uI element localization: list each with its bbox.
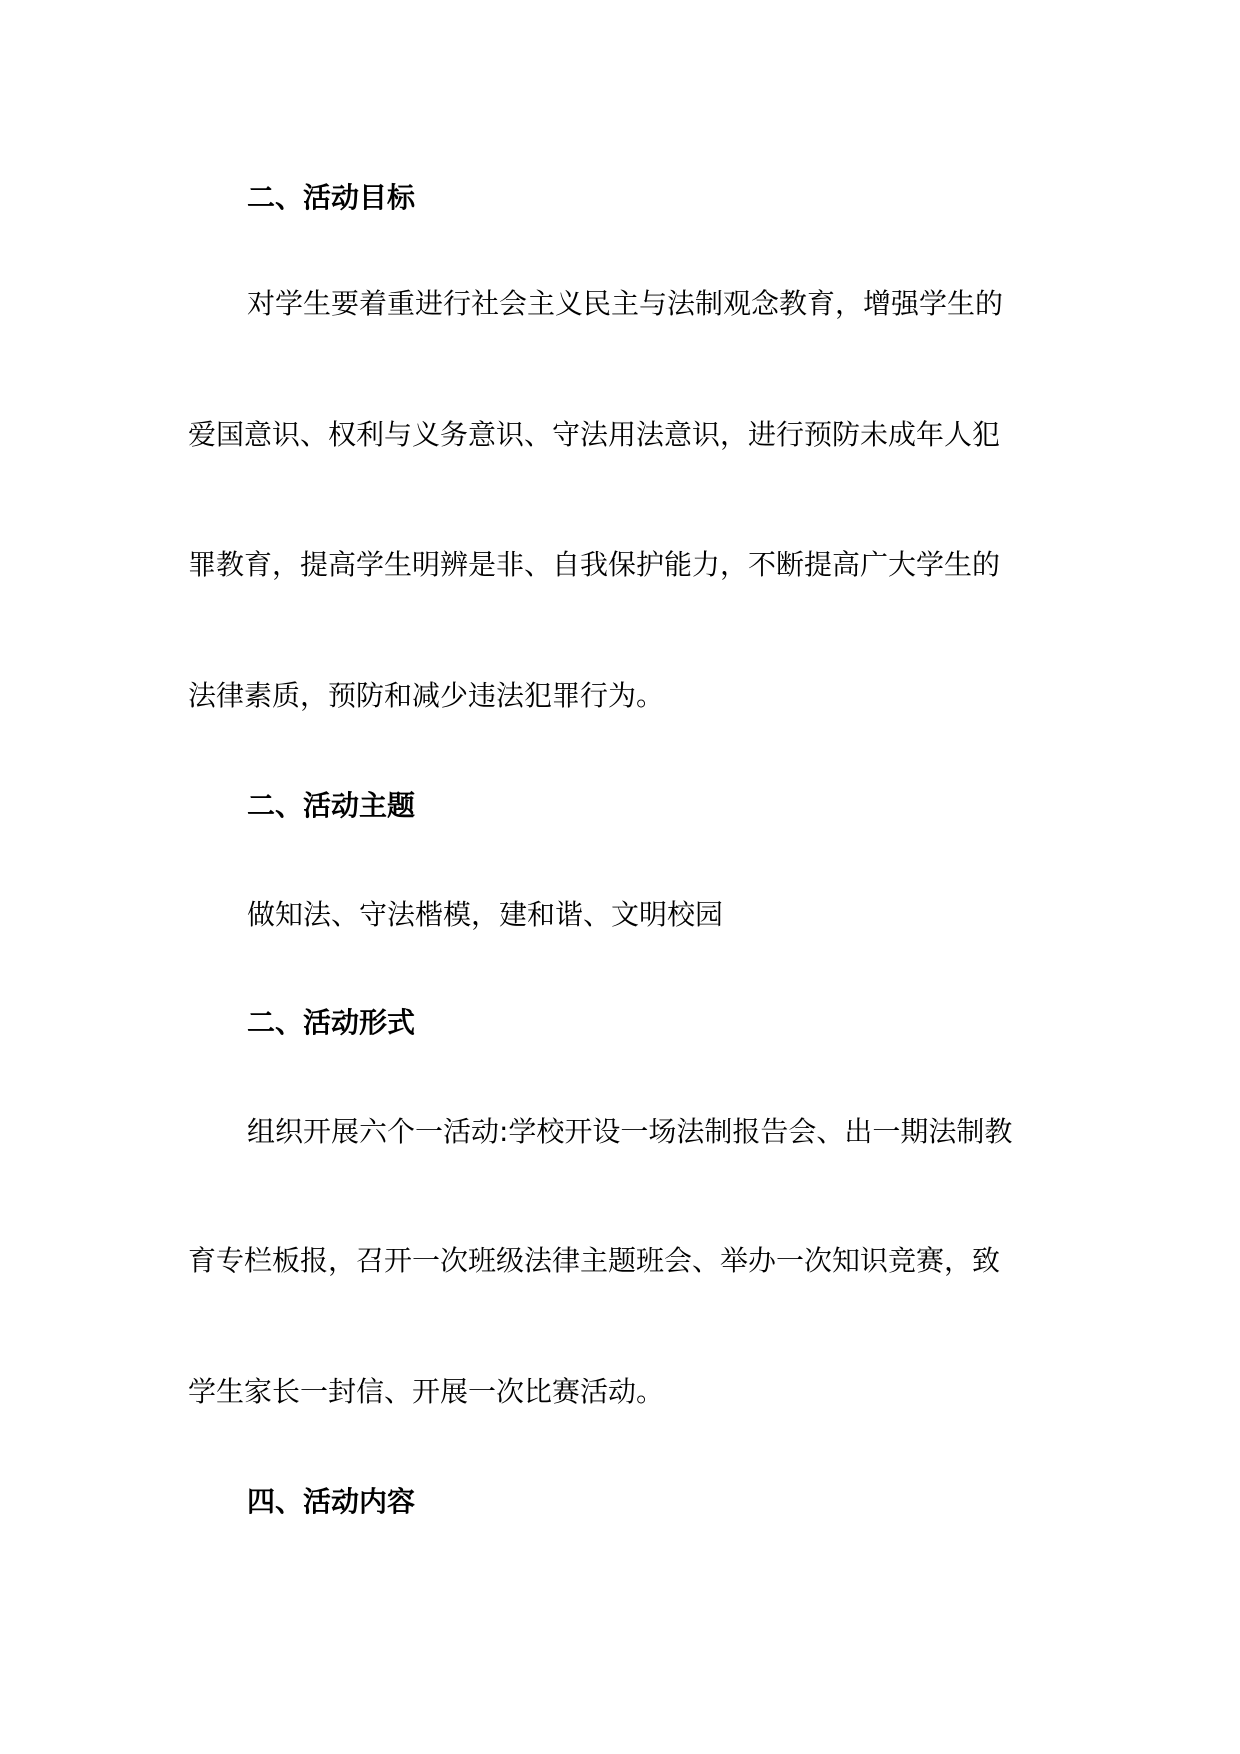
paragraph-line: 爱国意识、权利与义务意识、守法用法意识，进行预防未成年人犯 (188, 418, 1001, 451)
paragraph-line: 学生家长一封信、开展一次比赛活动。 (188, 1375, 665, 1408)
section-heading-theme: 二、活动主题 (247, 789, 416, 822)
section-heading-content: 四、活动内容 (247, 1485, 416, 1518)
paragraph-line: 法律素质，预防和减少违法犯罪行为。 (188, 679, 665, 712)
paragraph-line: 对学生要着重进行社会主义民主与法制观念教育，增强学生的 (247, 287, 1004, 320)
paragraph-line: 组织开展六个一活动:学校开设一场法制报告会、出一期法制教 (247, 1115, 1013, 1148)
paragraph-line: 做知法、守法楷模，建和谐、文明校园 (247, 898, 724, 931)
section-heading-goals: 二、活动目标 (247, 181, 416, 214)
section-heading-format: 二、活动形式 (247, 1006, 416, 1039)
paragraph-line: 罪教育，提高学生明辨是非、自我保护能力，不断提高广大学生的 (188, 548, 1001, 581)
paragraph-line: 育专栏板报，召开一次班级法律主题班会、举办一次知识竞赛，致 (188, 1244, 1001, 1277)
